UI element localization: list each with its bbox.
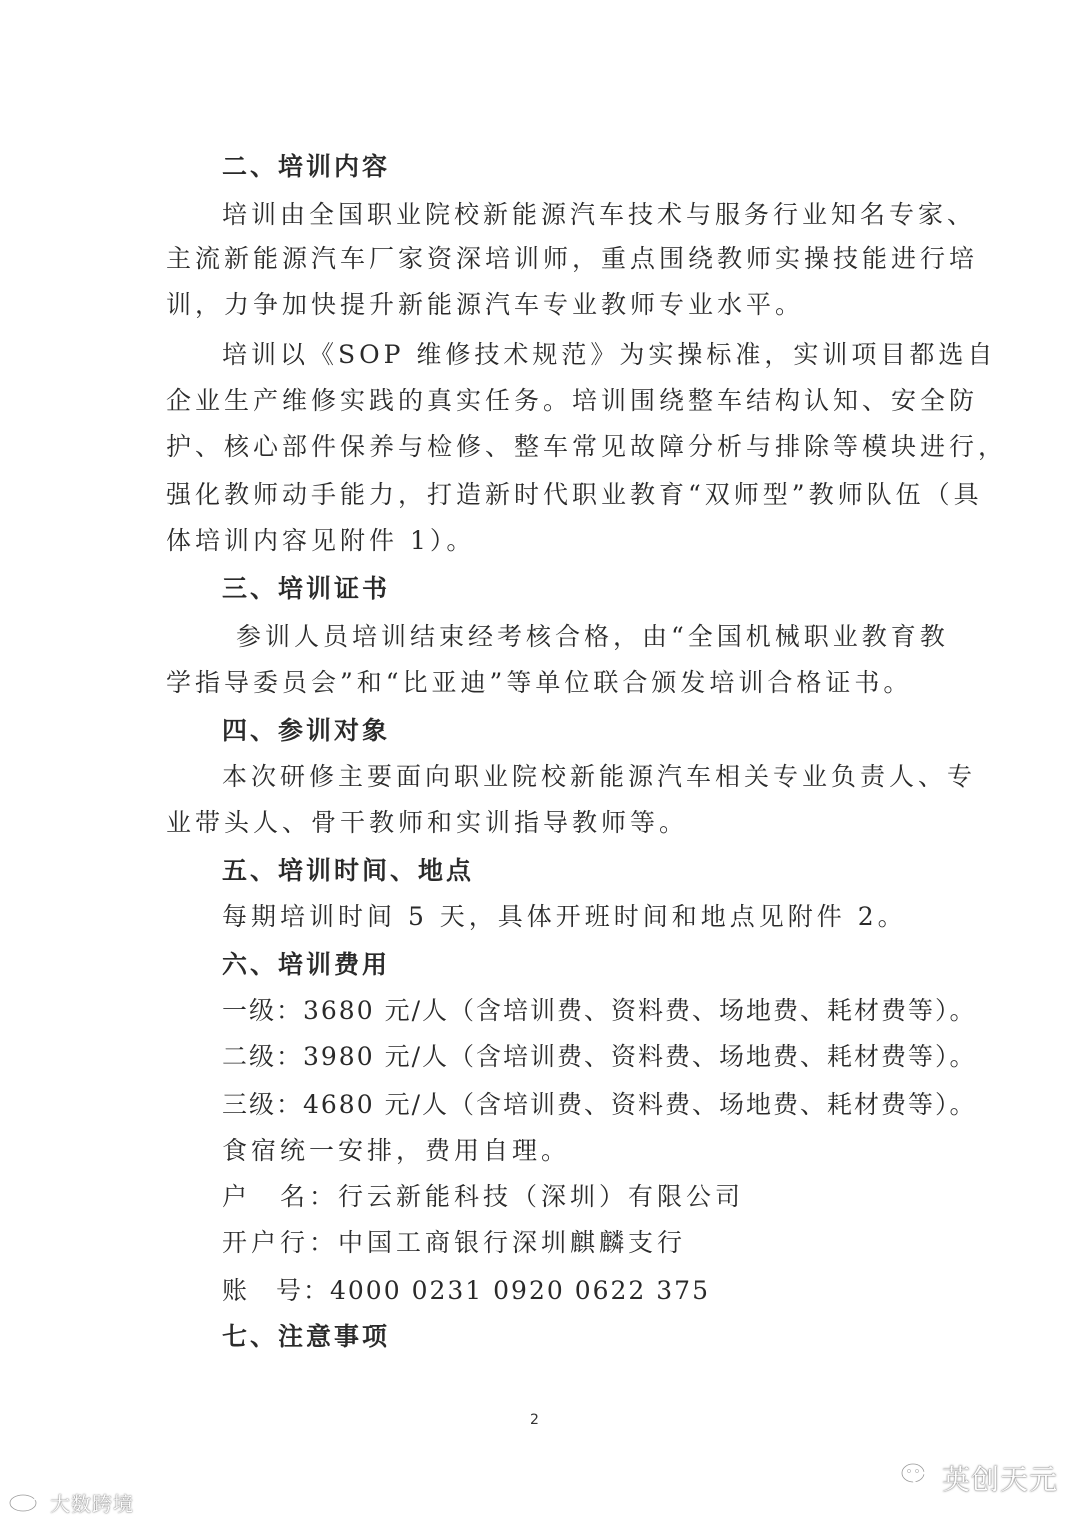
fee-level-1: 一级：3680 元/人（含培训费、资料费、场地费、耗材费等）。 [222,996,977,1025]
fee-level-3: 三级：4680 元/人（含培训费、资料费、场地费、耗材费等）。 [222,1090,977,1119]
wechat-icon [900,1461,934,1495]
paragraph-line: 体培训内容见附件 1）。 [166,526,476,555]
account-number: 账 号：4000 0231 0920 0622 375 [222,1276,710,1305]
paragraph-line: 强化教师动手能力，打造新时代职业教育“双师型”教师队伍（具 [166,480,983,509]
watermark-right-text: 英创天元 [942,1463,1059,1496]
paragraph-line: 业带头人、骨干教师和实训指导教师等。 [166,808,689,837]
section-heading-training-content: 二、培训内容 [222,152,391,181]
paragraph-line: 本次研修主要面向职业院校新能源汽车相关专业负责人、专 [222,762,977,791]
watermark-left-text: 大数跨境 [50,1491,134,1516]
paragraph-line: 训，力争加快提升新能源汽车专业教师专业水平。 [166,290,805,319]
section-heading-time-place: 五、培训时间、地点 [222,856,475,885]
section-heading-fees: 六、培训费用 [222,950,391,979]
watermark-left [8,1488,134,1516]
paragraph-line: 学指导委员会”和“比亚迪”等单位联合颁发培训合格证书。 [166,668,913,697]
page-number: 2 [530,1412,539,1428]
fee-level-2: 二级：3980 元/人（含培训费、资料费、场地费、耗材费等）。 [222,1042,977,1071]
section-heading-certificate: 三、培训证书 [222,574,391,603]
paragraph-line: 培训以《SOP 维修技术规范》为实操标准，实训项目都选自 [222,340,997,369]
paragraph-line: 培训由全国职业院校新能源汽车技术与服务行业知名专家、 [222,200,977,229]
bank-name: 开户行：中国工商银行深圳麒麟支行 [222,1228,687,1257]
paragraph-line: 每期培训时间 5 天，具体开班时间和地点见附件 2。 [222,902,907,931]
section-heading-notes: 七、注意事项 [222,1322,391,1351]
weibo-icon [8,1487,44,1517]
section-heading-participants: 四、参训对象 [222,716,391,745]
paragraph-line: 护、核心部件保养与检修、整车常见故障分析与排除等模块进行， [166,432,1008,461]
board-lodging-note: 食宿统一安排，费用自理。 [222,1136,571,1165]
paragraph-line: 主流新能源汽车厂家资深培训师，重点围绕教师实操技能进行培 [166,244,979,273]
paragraph-line: 参训人员培训结束经考核合格，由“全国机械职业教育教 [236,622,949,651]
paragraph-line: 企业生产维修实践的真实任务。培训围绕整车结构认知、安全防 [166,386,979,415]
watermark-right [900,1458,1058,1498]
account-name: 户 名：行云新能科技（深圳）有限公司 [222,1182,745,1211]
